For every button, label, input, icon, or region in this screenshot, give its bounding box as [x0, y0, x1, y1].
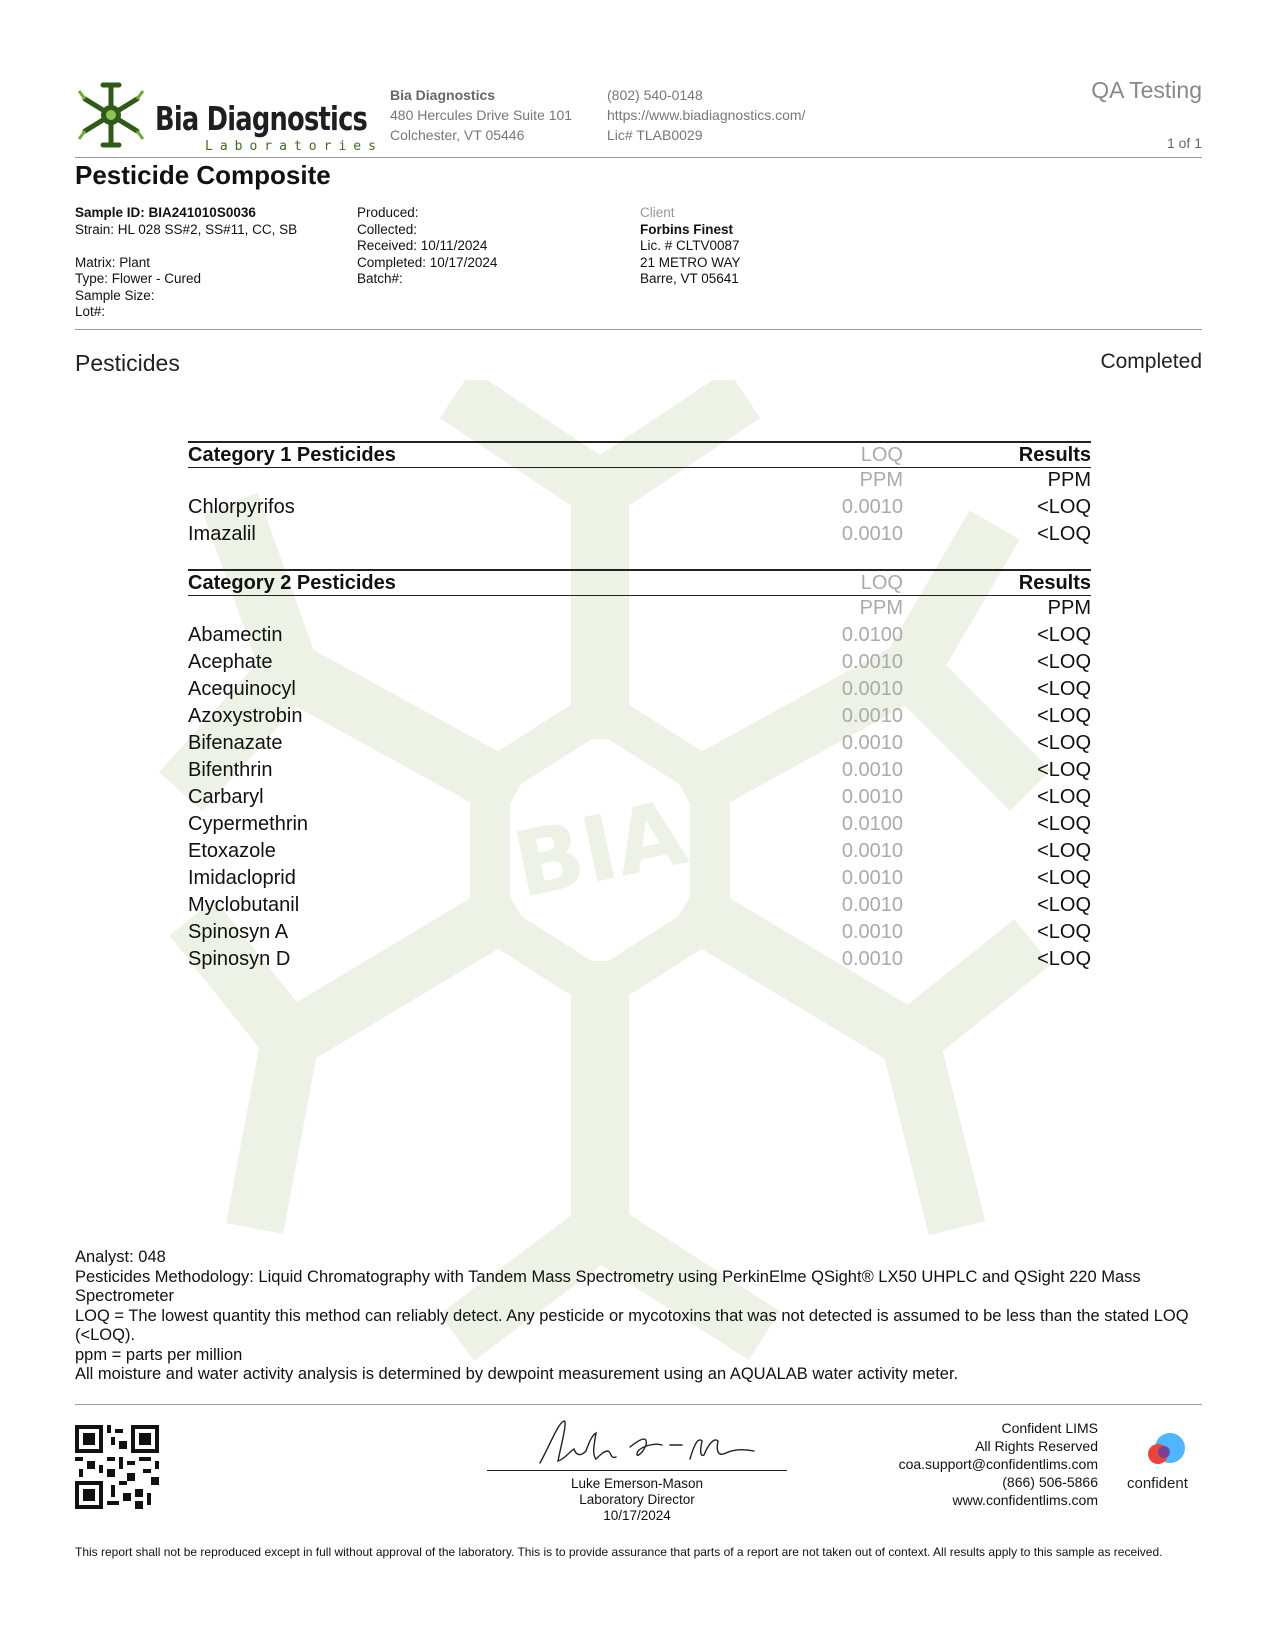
analyte-name: Myclobutanil [188, 894, 300, 916]
category-title: Category 1 Pesticides [188, 444, 396, 466]
analyte-name: Bifenthrin [188, 759, 273, 781]
analyte-result: <LOQ [1037, 786, 1091, 808]
loq-definition: LOQ = The lowest quantity this method can reliably detect. Any pesticide or mycotoxins that was not detected is assumed to be less than the stated LOQ (<LOQ). [75, 1306, 1189, 1344]
analyte-loq: 0.0010 [841, 948, 903, 970]
loq-header: LOQ [860, 572, 903, 594]
sample-lot: Lot#: [75, 304, 106, 319]
table-header [188, 441, 1091, 468]
analyte-loq: 0.0010 [841, 678, 903, 700]
batch-number: Batch#: [357, 271, 403, 286]
table-row [188, 892, 1091, 919]
signatory-name: Luke Emerson-Mason [570, 1476, 704, 1491]
sample-matrix: Matrix: Plant [75, 254, 151, 270]
analyte-loq: 0.0010 [841, 523, 903, 545]
analyte-result: <LOQ [1037, 732, 1091, 754]
analyte-result: <LOQ [1037, 921, 1091, 943]
lims-info [899, 1419, 1098, 1509]
lims-name: Confident LIMS [1001, 1420, 1098, 1436]
sample-info [75, 205, 297, 321]
table-units [188, 596, 1091, 622]
analyte-loq: 0.0010 [841, 759, 903, 781]
report-title: Pesticide Composite [75, 160, 331, 190]
analyst: Analyst: 048 [75, 1248, 166, 1266]
confident-logo-text: confident [1127, 1475, 1188, 1492]
divider [75, 329, 1202, 330]
section-status: Completed [1100, 350, 1202, 373]
analyte-result: <LOQ [1037, 523, 1091, 545]
signatory-title: Laboratory Director [579, 1492, 695, 1507]
table-row [188, 676, 1091, 703]
analyte-loq: 0.0010 [841, 732, 903, 754]
analyte-name: Abamectin [188, 624, 283, 646]
table-row [188, 865, 1091, 892]
analyte-name: Imazalil [188, 523, 256, 545]
date-completed: Completed: 10/17/2024 [357, 254, 498, 270]
client-name: Forbins Finest [640, 221, 734, 237]
table-row [188, 494, 1091, 521]
lab-contact [607, 85, 805, 145]
client-label: Client [640, 205, 675, 220]
analyte-loq: 0.0010 [841, 867, 903, 889]
category-title: Category 2 Pesticides [188, 572, 396, 594]
lab-address-line1: 480 Hercules Drive Suite 101 [390, 107, 573, 123]
lab-address-line2: Colchester, VT 05446 [390, 127, 525, 143]
analyte-result: <LOQ [1037, 496, 1091, 518]
table-row [188, 838, 1091, 865]
analyte-result: <LOQ [1037, 840, 1091, 862]
client-address2: Barre, VT 05641 [640, 271, 739, 286]
results-header: Results [1018, 572, 1091, 594]
client-info [640, 205, 741, 288]
loq-unit: PPM [859, 469, 903, 491]
analyte-loq: 0.0100 [841, 624, 903, 646]
results-unit: PPM [1047, 597, 1091, 619]
category-1-table [188, 441, 1091, 548]
signature-date: 10/17/2024 [603, 1508, 671, 1523]
analyte-name: Carbaryl [188, 786, 264, 808]
analyte-result: <LOQ [1037, 894, 1091, 916]
divider [75, 1404, 1202, 1405]
analyte-result: <LOQ [1037, 759, 1091, 781]
report-header [75, 75, 1202, 158]
table-row [188, 521, 1091, 548]
table-row [188, 622, 1091, 649]
methodology: Pesticides Methodology: Liquid Chromatography with Tandem Mass Spectrometry using PerkinElme QSight® LX50 UHPLC and QSight 220 Mass Spectrometer [75, 1267, 1141, 1305]
ppm-definition: ppm = parts per million [75, 1345, 243, 1364]
table-row [188, 811, 1091, 838]
lims-rights: All Rights Reserved [975, 1438, 1098, 1454]
moisture-note: All moisture and water activity analysis is determined by dewpoint measurement using an AQUALAB water activity meter. [75, 1365, 959, 1383]
signature-line [487, 1470, 787, 1471]
analyte-loq: 0.0010 [841, 651, 903, 673]
logo-subtitle: Laboratories [205, 139, 383, 154]
analyte-name: Acephate [188, 651, 273, 673]
analyte-loq: 0.0010 [841, 705, 903, 727]
table-row [188, 703, 1091, 730]
qr-code-icon[interactable] [75, 1425, 159, 1509]
lims-website[interactable]: www.confidentlims.com [952, 1492, 1098, 1508]
date-collected: Collected: [357, 221, 418, 237]
analyte-loq: 0.0010 [841, 840, 903, 862]
analyte-name: Bifenazate [188, 732, 283, 754]
analyte-result: <LOQ [1037, 651, 1091, 673]
analyte-result: <LOQ [1037, 867, 1091, 889]
sample-type: Type: Flower - Cured [75, 271, 202, 286]
analyte-name: Chlorpyrifos [188, 496, 295, 518]
results-header: Results [1018, 444, 1091, 466]
table-header [188, 569, 1091, 596]
section-title: Pesticides [75, 350, 180, 376]
lab-website[interactable]: https://www.biadiagnostics.com/ [607, 107, 806, 123]
molecule-icon [75, 79, 147, 151]
qa-testing-label: QA Testing [1091, 77, 1202, 103]
analyte-loq: 0.0010 [841, 921, 903, 943]
signatory [487, 1476, 787, 1524]
bia-logo [75, 79, 383, 154]
method-notes [75, 1248, 1202, 1385]
table-row [188, 946, 1091, 973]
analyte-name: Acequinocyl [188, 678, 296, 700]
lab-phone: (802) 540-0148 [607, 87, 703, 103]
lab-name: Bia Diagnostics [390, 87, 496, 103]
analyte-loq: 0.0010 [841, 496, 903, 518]
analyte-name: Azoxystrobin [188, 705, 303, 727]
analyte-result: <LOQ [1037, 624, 1091, 646]
analyte-result: <LOQ [1037, 705, 1091, 727]
lab-license: Lic# TLAB0029 [607, 127, 703, 143]
analyte-loq: 0.0010 [841, 894, 903, 916]
analyte-loq: 0.0100 [841, 813, 903, 835]
table-row [188, 784, 1091, 811]
director-signature [530, 1415, 760, 1473]
analyte-name: Etoxazole [188, 840, 276, 862]
date-produced: Produced: [357, 205, 419, 220]
analyte-loq: 0.0010 [841, 786, 903, 808]
analyte-name: Cypermethrin [188, 813, 309, 835]
client-license: Lic. # CLTV0087 [640, 238, 740, 253]
table-row [188, 919, 1091, 946]
table-row [188, 757, 1091, 784]
sample-id: Sample ID: BIA241010S0036 [75, 205, 256, 220]
lims-phone: (866) 506-5866 [1002, 1474, 1098, 1490]
page-number: 1 of 1 [1166, 135, 1202, 151]
analyte-name: Spinosyn D [188, 948, 291, 970]
logo-title: Bia Diagnostics [155, 99, 368, 138]
analyte-result: <LOQ [1037, 678, 1091, 700]
analyte-result: <LOQ [1037, 948, 1091, 970]
category-2-table [188, 569, 1091, 973]
lab-address [390, 85, 572, 145]
lims-email[interactable]: coa.support@confidentlims.com [898, 1456, 1098, 1472]
table-row [188, 649, 1091, 676]
analyte-name: Imidacloprid [188, 867, 296, 889]
table-units [188, 468, 1091, 494]
date-received: Received: 10/11/2024 [357, 238, 488, 253]
loq-header: LOQ [860, 444, 903, 466]
sample-size: Sample Size: [75, 287, 155, 303]
watermark-text: BIA [504, 780, 695, 919]
loq-unit: PPM [859, 597, 903, 619]
analyte-name: Spinosyn A [188, 921, 289, 943]
sample-dates [357, 205, 497, 288]
sample-strain: Strain: HL 028 SS#2, SS#11, CC, SB [75, 221, 298, 237]
disclaimer: This report shall not be reproduced except in full without approval of the laboratory. This is to provide assurance that parts of a report are not taken out of context. All results apply to this sample as received. [75, 1545, 1163, 1559]
client-address1: 21 METRO WAY [640, 254, 741, 270]
table-row [188, 730, 1091, 757]
analyte-result: <LOQ [1037, 813, 1091, 835]
results-unit: PPM [1047, 469, 1091, 491]
